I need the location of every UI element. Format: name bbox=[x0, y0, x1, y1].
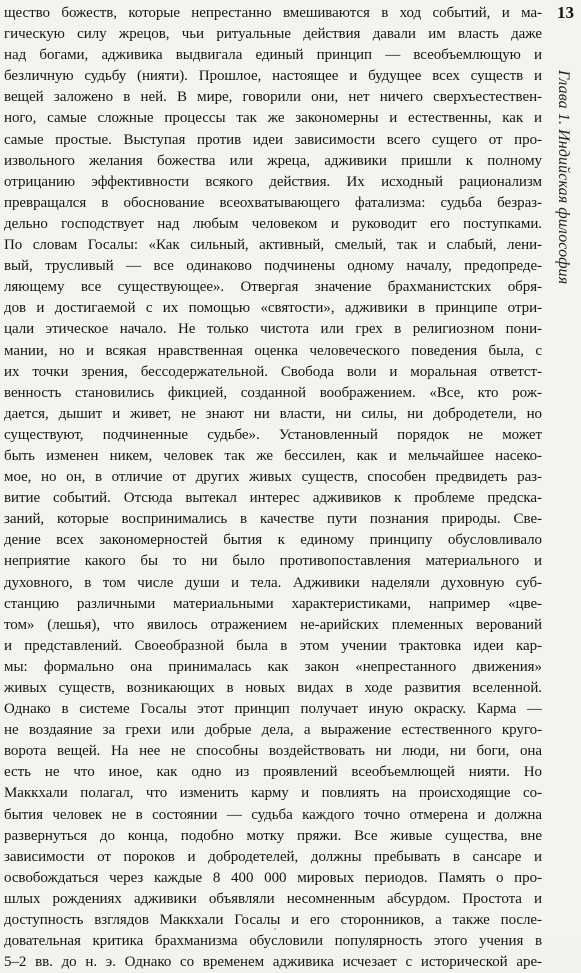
body-line: неприятие какого бы то ни было противопоставления материального и bbox=[4, 553, 542, 570]
body-line: бытия человек не в состоянии — судьба каждого точно отмерена и должна bbox=[4, 806, 542, 823]
body-line: не воздаяние за грехи или добрые дела, а выражение естественного круго- bbox=[4, 722, 542, 739]
body-line: дов и достигаемой с их помощью «святости», адживики в принципе отри- bbox=[4, 300, 542, 317]
body-line: витие событий. Отсюда вытекал интерес адживиков к проблеме предска- bbox=[4, 490, 542, 507]
body-line: 5–2 вв. до н. э. Однако со временем адживика исчезает с исторической аре- bbox=[4, 954, 542, 971]
body-line: цали этическое начало. Не только чистота или грех в религиозном пони- bbox=[4, 321, 542, 338]
body-line: том» (лешья), что явилось отражением не-арийских племенных верований bbox=[4, 616, 542, 633]
body-line: их точки зрения, бессодержательной. Свобода воли и моральная ответст- bbox=[4, 363, 542, 380]
running-head: Глава 1. Индийская философия bbox=[555, 70, 572, 285]
print-speck bbox=[274, 928, 276, 930]
body-line: живых существ, возникающих в новых видах в ходе развития вселенной. bbox=[4, 680, 542, 696]
body-line: вещей заложено в ней. В мире, говорили они, нет ничего сверхъестествен- bbox=[4, 89, 542, 106]
body-line: венность становились фикцией, созданной воображением. «Все, кто рож- bbox=[4, 384, 542, 401]
body-line: дение всех закономерностей бытия к единому принципу обусловливало bbox=[4, 532, 542, 549]
body-line: отрицанию эффективности всякого действия. Их исходный рационализм bbox=[4, 173, 542, 190]
body-line: превращался в обоснование всеохватывающего фатализма: судьба безраз- bbox=[4, 194, 542, 211]
body-line: мое, но он, в отличие от других живых существ, способен предвидеть раз- bbox=[4, 469, 542, 486]
body-line: Маккхали полагал, что изменить карму и повлиять на происходящие со- bbox=[4, 785, 542, 802]
body-text bbox=[4, 3, 542, 973]
body-line: ворота вещей. На нее не способны воздействовать ни люди, ни боги, она bbox=[4, 743, 542, 760]
body-line: доступность взглядов Маккхали Госалы и его сторонников, а также после- bbox=[4, 912, 542, 929]
body-line: безличную судьбу (нияти). Прошлое, настоящее и будущее всех существ и bbox=[4, 68, 542, 85]
body-line: шлых рождениях адживики объявляли несомненным абсурдом. Простота и bbox=[4, 890, 542, 907]
body-line: духовного, в том числе души и тела. Адживики наделяли духовную суб- bbox=[4, 574, 542, 591]
body-line: дельно господствует над любым человеком и руководит его поступками. bbox=[4, 215, 542, 232]
body-line: дается, дышит и живет, не знают ни власти, ни силы, ни добродетели, но bbox=[4, 405, 542, 422]
page-number: 13 bbox=[557, 3, 574, 22]
body-line: развернуться до конца, подобно мотку пряжи. Все живые существа, вне bbox=[4, 827, 542, 844]
body-line: извольного желания божества или жреца, адживики пришли к полному bbox=[4, 152, 542, 169]
body-line: существуют, подчиненные судьбе». Установленный порядок не может bbox=[4, 426, 542, 443]
body-line: гическую силу жрецов, чьи ритуальные действия давали им власть даже bbox=[4, 26, 542, 43]
body-line: довательная критика брахманизма обусловили популярность этого учения в bbox=[4, 933, 542, 950]
body-line: над богами, адживика выдвигала единый принцип — всеобъемлющую и bbox=[4, 47, 542, 64]
body-line: самые простые. Выступая против идеи зависимости всего сущего от про- bbox=[4, 131, 542, 148]
body-line: мании, но и всякая нравственная оценка человеческого поведения была, с bbox=[4, 342, 542, 359]
body-line: ляющему все существующее». Отвергая значение брахманистских обря- bbox=[4, 279, 542, 296]
body-line: станцию различными материальными характеристиками, например «цве- bbox=[4, 595, 542, 612]
body-line: По словам Госалы: «Как сильный, активный, смелый, так и слабый, лени- bbox=[4, 237, 542, 254]
body-line: есть не что иное, как одно из проявлений всеобъемлющей нияти. Но bbox=[4, 764, 542, 781]
body-line: освобождаться через каждые 8 400 000 мировых периодов. Память о про- bbox=[4, 869, 542, 886]
body-line: быть изменен никем, человек так же бессилен, как и мельчайшее насеко- bbox=[4, 447, 542, 464]
body-line: вый, трусливый — все одинаково подчинены одному началу, предопреде- bbox=[4, 258, 542, 275]
body-line: заний, которые воспринимались в качестве пути познания природы. Све- bbox=[4, 511, 542, 528]
body-line: мы: формально она принималась как закон «непрестанного движения» bbox=[4, 658, 542, 675]
body-line: щество божеств, которые непрестанно вмешиваются в ход событий, и ма- bbox=[4, 5, 542, 21]
body-line: ного, самые сложные процессы так же закономерны и естественны, как и bbox=[4, 110, 542, 127]
body-line: Однако в системе Госалы этот принцип получает иную окраску. Карма — bbox=[4, 701, 542, 718]
body-line: и представлений. Своеобразной была в этом учении трактовка идеи кар- bbox=[4, 637, 542, 654]
body-line: зависимости от пороков и добродетелей, должны пребывать в сансаре и bbox=[4, 848, 542, 865]
